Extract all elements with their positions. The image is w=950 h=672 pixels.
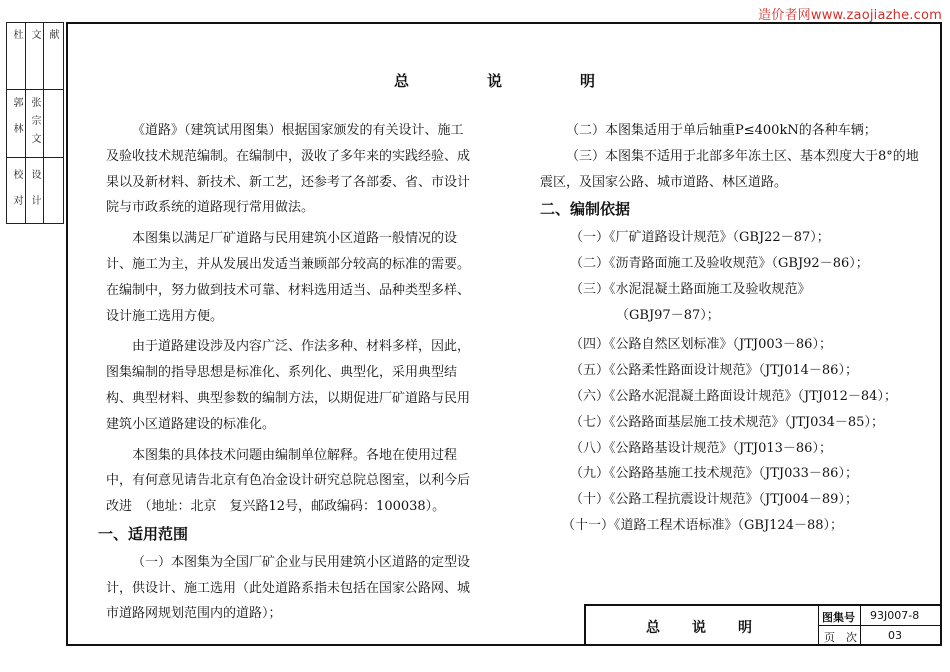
signature-label-5: 林: [11, 123, 22, 133]
title-block-char: 总: [646, 620, 660, 636]
page-number: 03: [888, 629, 902, 642]
reference-item: （九）《公路路基施工技术规范》（JTJ033－86）；: [570, 466, 858, 482]
signature-label-7: 宗: [29, 115, 40, 125]
reference-item: （GBJ97－87）；: [616, 307, 720, 323]
reference-item: （四）《公路自然区划标准》（JTJ003－86）；: [570, 337, 832, 353]
paragraph-contact: 本图集的具体技术问题由编制单位解释。各地在使用过程中，有何意见请告北京有色冶金设计研究总院总图室，以利今后改进 （地址：北京 复兴路12号，邮政编码：100038）。: [106, 447, 471, 515]
signature-label-3: 献: [47, 29, 58, 39]
title-char: 说: [487, 72, 503, 90]
heading-scope: 一、适用范围: [98, 524, 189, 543]
signature-label-6: 张: [29, 97, 40, 107]
reference-item: （六）《公路水泥混凝土路面设计规范》（JTJ012－84）；: [570, 388, 897, 404]
signature-label-4: 郭: [11, 97, 22, 107]
reference-item: （一）《厂矿道路设计规范》（GBJ22－87）；: [570, 230, 830, 246]
reference-item: （七）《公路路面基层施工技术规范》（JTJ034－85）；: [570, 414, 884, 430]
signature-divider: [25, 23, 26, 223]
watermark-text: 造价者网www.zaojiazhe.com: [758, 8, 942, 23]
signature-divider: [7, 157, 63, 158]
signature-label-9: 校: [11, 169, 22, 179]
page-number-label: 页 次: [824, 631, 857, 644]
reference-item: （十一）《道路工程术语标准》（GBJ124－88）；: [562, 517, 844, 533]
paragraph-intro: 《道路》（建筑试用图集）根据国家颁发的有关设计、施工及验收技术规范编制。在编制中，汲收了多年来的实践经验、成果以及新材料、新技术、新工艺，还参考了各部委、省、市设计院与市政系统的道路现行常用做法。: [106, 123, 471, 216]
title-block-char: 明: [738, 620, 752, 636]
paragraph-principle: 由于道路建设涉及内容广泛、作法多种、材料多样，因此，图集编制的指导思想是标准化、系列化、典型化，采用典型结构、典型材料、典型参数的编制方法，以期促进厂矿道路与民用建筑小区道路建设的标准化。: [106, 339, 471, 432]
paragraph-scope-2: （二）本图集适用于单后轴重P≤400kN的各种车辆；: [566, 123, 877, 138]
title-char: 明: [580, 72, 596, 90]
reference-item: （三）《水泥混凝土路面施工及验收规范》: [570, 281, 811, 297]
atlas-number-label: 图集号: [822, 611, 855, 624]
paragraph-scope-3: （三）本图集不适用于北部多年冻土区、基本烈度大于8°的地震区，及国家公路、城市道路、林区道路。: [540, 148, 919, 190]
signature-divider: [7, 89, 63, 90]
signature-label-12: 计: [29, 195, 40, 205]
title-block-title: [646, 617, 752, 637]
signature-label-11: 设: [29, 169, 40, 179]
title-block: [584, 604, 940, 644]
signature-label-8: 文: [29, 133, 40, 143]
paragraph-purpose: 本图集以满足厂矿道路与民用建筑小区道路一般情况的设计、施工为主，并从发展出发适当兼顾部分较高的标准的需要。在编制中，努力做到技术可靠、材料选用适当、品种类型多样、设计施工选用方便。: [106, 231, 471, 324]
signature-label-1: 杜: [11, 29, 22, 39]
left-column: [98, 118, 476, 627]
signature-divider: [43, 23, 44, 223]
page-title: [394, 70, 595, 91]
signature-label-2: 文: [29, 29, 40, 39]
title-char: 总: [394, 72, 410, 90]
signature-column: [6, 22, 64, 224]
heading-basis: 二、编制依据: [540, 200, 631, 219]
paragraph-scope-1: （一）本图集为全国厂矿企业与民用建筑小区道路的定型设计，供设计、施工选用（此处道路系指未包括在国家公路网、城市道路网规划范围内的道路）；: [106, 554, 471, 622]
signature-label-10: 对: [11, 195, 22, 205]
reference-item: （五）《公路柔性路面设计规范》（JTJ014－86）；: [570, 363, 858, 379]
title-block-char: 说: [692, 620, 706, 636]
right-column: [540, 118, 920, 539]
reference-item: （八）《公路路基设计规范》（JTJ013－86）；: [570, 440, 832, 456]
atlas-number: 93J007-8: [870, 609, 920, 622]
title-block-divider: [818, 625, 940, 626]
reference-item: （十）《公路工程抗震设计规范》（JTJ004－89）；: [570, 492, 858, 508]
reference-item: （二）《沥青路面施工及验收规范》（GBJ92－86）；: [570, 255, 869, 271]
